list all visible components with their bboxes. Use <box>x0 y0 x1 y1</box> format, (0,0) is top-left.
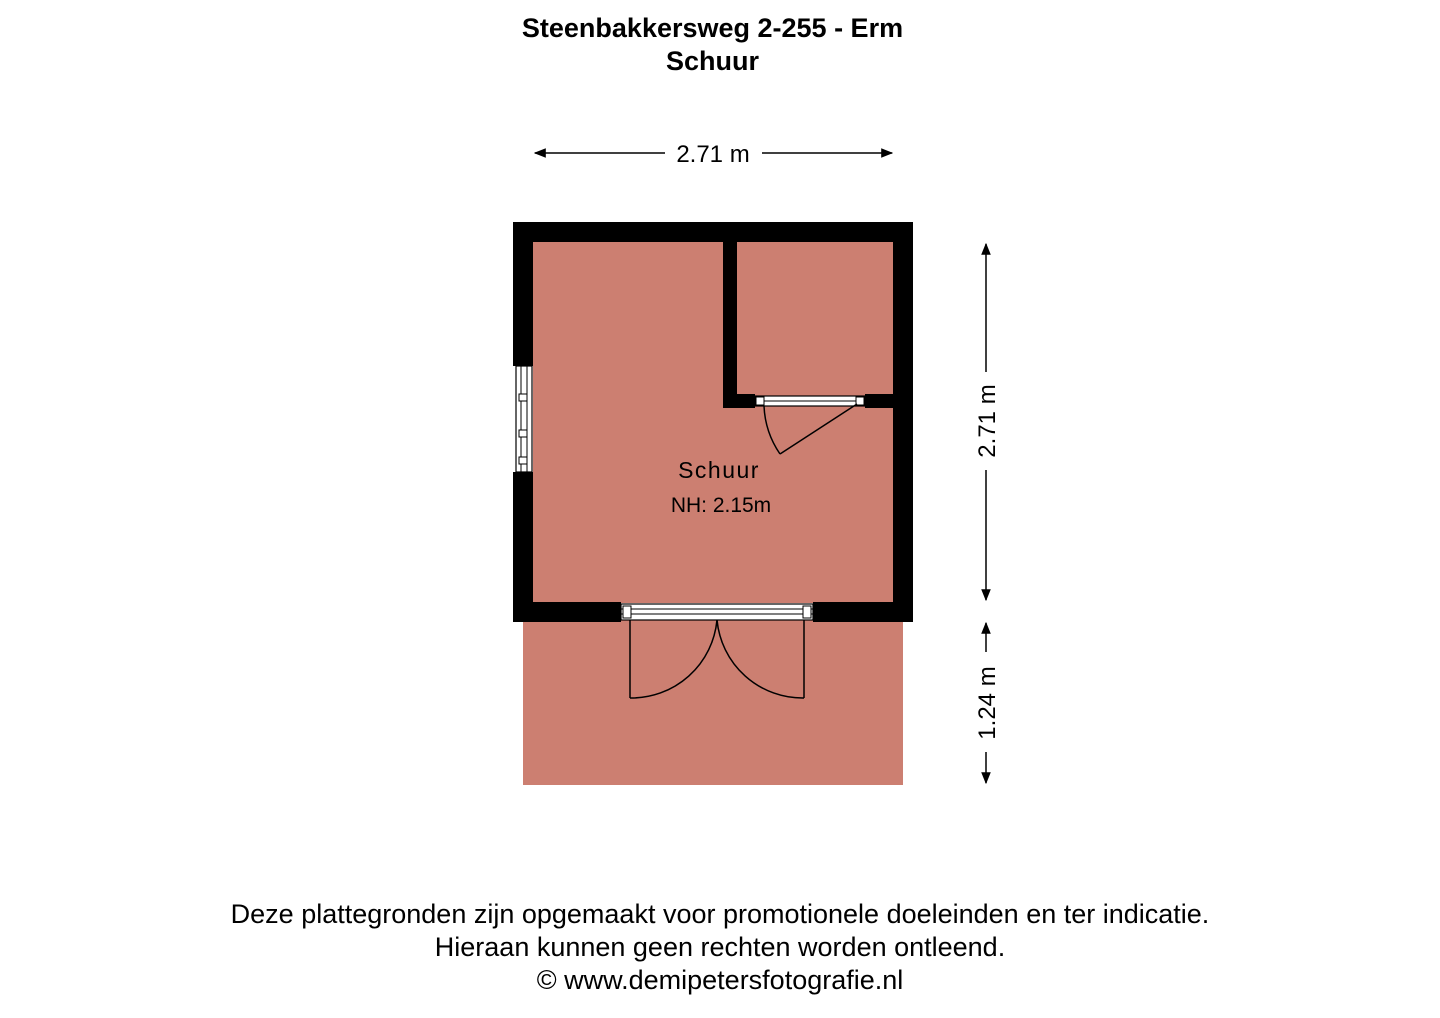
main-room-floor <box>533 241 894 603</box>
room-name-label: Schuur <box>678 457 760 483</box>
disclaimer-line-1: Deze plattegronden zijn opgemaakt voor promotionele doeleinden en ter indicatie. <box>230 899 1210 929</box>
address-title: Steenbakkersweg 2-255 - Erm <box>521 13 904 43</box>
wall-left-upper <box>513 222 533 366</box>
building-subtitle: Schuur <box>665 46 759 76</box>
wall-top <box>513 222 913 242</box>
closet-wall-vertical <box>723 240 737 408</box>
wall-left-lower <box>513 472 533 612</box>
width-dimension-label: 2.71 m <box>676 141 750 168</box>
disclaimer-footer <box>0 898 1440 997</box>
wall-right <box>893 222 913 612</box>
depth-dimension-label: 2.71 m <box>974 384 1001 458</box>
wall-bottom-left <box>513 602 621 622</box>
porch-floor <box>523 620 903 785</box>
closet-wall-bottom-right <box>865 394 895 408</box>
porch-dimension <box>974 623 1001 783</box>
copyright-line: © www.demipetersfotografie.nl <box>536 965 904 995</box>
room-height-label: NH: 2.15m <box>670 494 772 517</box>
closet-wall-bottom-left <box>723 394 755 408</box>
window-left <box>516 366 532 472</box>
wall-bottom-right <box>813 602 913 622</box>
disclaimer-line-2: Hieraan kunnen geen rechten worden ontleend. <box>434 932 1006 962</box>
porch-dimension-label: 1.24 m <box>974 666 1001 740</box>
width-dimension <box>535 141 892 168</box>
depth-dimension <box>974 244 1001 600</box>
